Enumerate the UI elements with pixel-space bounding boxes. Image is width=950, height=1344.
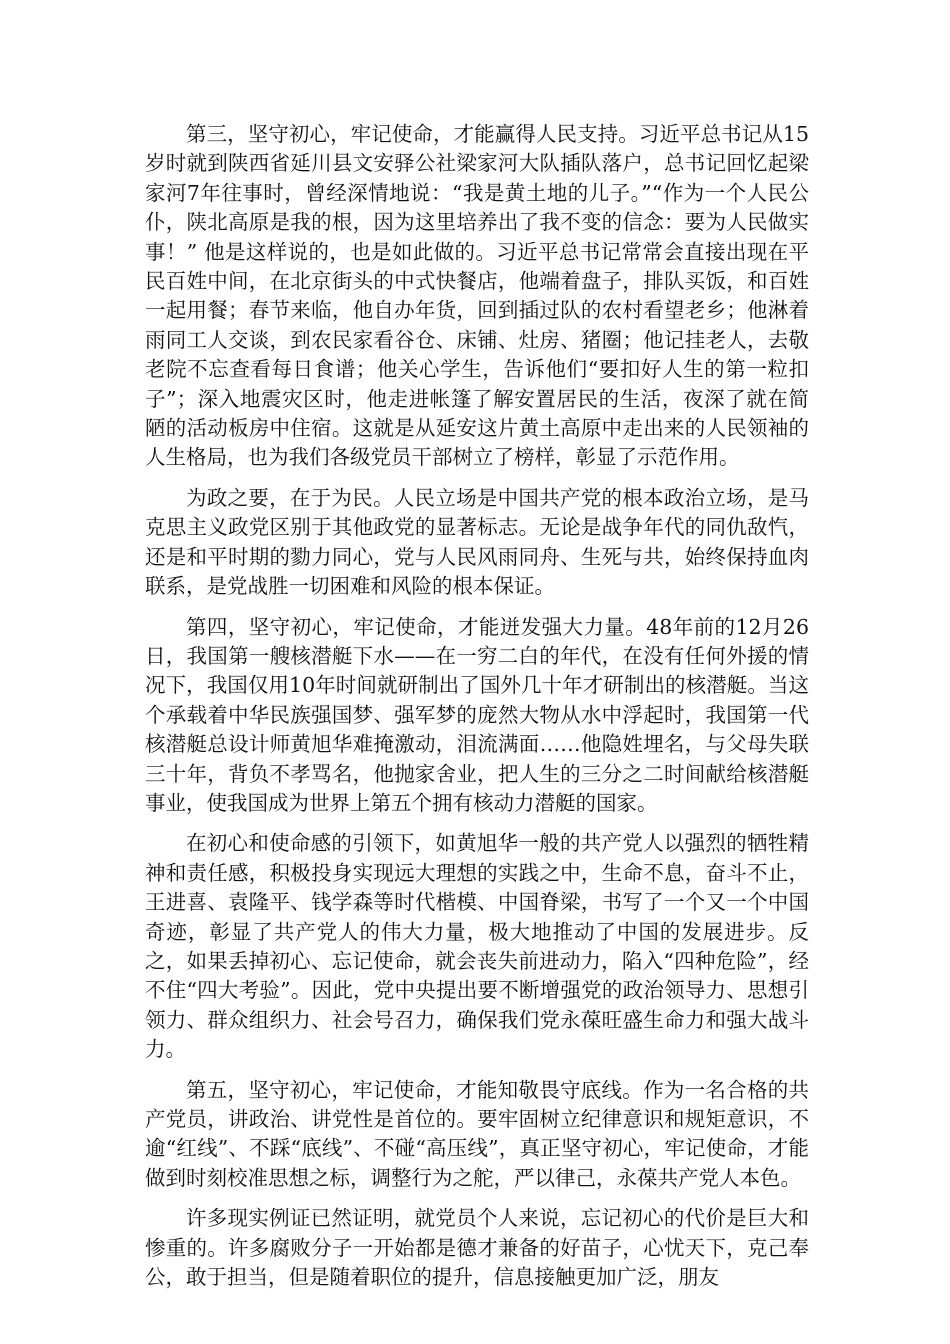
paragraph-fourth-point: 第四，坚守初心，牢记使命，才能迸发强大力量。48年前的12月26日，我国第一艘核潜艇下水——在一穷二白的年代，在没有任何外援的情况下，我国仅用10年时间就研制出了国外几十年才研制出的核潜艇。当这个承载着中华民族强国梦、强军梦的庞然大物从水中浮起时，我国第一代核潜艇总设计师黄旭华难掩激动，泪流满面……他隐姓埋名，与父母失联三十年，背负不孝骂名，他抛家舍业，把人生的三分之二时间献给核潜艇事业，使我国成为世界上第五个拥有核动力潜艇的国家。 (145, 614, 809, 815)
paragraph-real-examples: 许多现实例证已然证明，就党员个人来说，忘记初心的代价是巨大和惨重的。许多腐败分子一开始都是德才兼备的好苗子，心忧天下，克己奉公，敢于担当，但是随着职位的提升，信息接触更加广泛，朋友 (145, 1206, 809, 1290)
paragraph-third-point: 第三，坚守初心，牢记使命，才能赢得人民支持。习近平总书记从15岁时就到陕西省延川县文安驿公社梁家河大队插队落户，总书记回忆起梁家河7年往事时，曾经深情地说：“我是黄土地的儿子。”“作为一个人民公仆，陕北高原是我的根，因为这里培养出了我不变的信念：要为人民做实事！” 他是这样说的，也是如此做的。习近平总书记常常会直接出现在平民百姓中间，在北京街头的中式快餐店，他端着盘子，排队买饭，和百姓一起用餐；春节来临，他自办年货，回到插过队的农村看望老乡；他淋着雨同工人交谈，到农民家看谷仓、床铺、灶房、猪圈；他记挂老人，去敬老院不忘查看每日食谱；他关心学生，告诉他们“要扣好人生的第一粒扣子”；深入地震灾区时，他走进帐篷了解安置居民的生活，夜深了就在简陋的活动板房中住宿。这就是从延安这片黄土高原中走出来的人民领袖的人生格局，也为我们各级党员干部树立了榜样，彰显了示范作用。 (145, 122, 809, 470)
paragraph-mission-guidance: 在初心和使命感的引领下，如黄旭华一般的共产党人以强烈的牺牲精神和责任感，积极投身实现远大理想的实践之中，生命不息，奋斗不止，王进喜、袁隆平、钱学森等时代楷模、中国脊梁，书写了一个又一个中国奇迹，彰显了共产党人的伟大力量，极大地推动了中国的发展进步。反之，如果丢掉初心、忘记使命，就会丧失前进动力，陷入“四种危险”，经不住“四大考验”。因此，党中央提出要不断增强党的政治领导力、思想引领力、群众组织力、社会号召力，确保我们党永葆旺盛生命力和强大战斗力。 (145, 831, 809, 1062)
paragraph-governance-for-people: 为政之要，在于为民。人民立场是中国共产党的根本政治立场，是马克思主义政党区别于其他政党的显著标志。无论是战争年代的同仇敌忾，还是和平时期的勠力同心，党与人民风雨同舟、生死与共，始终保持血肉联系，是党战胜一切困难和风险的根本保证。 (145, 485, 809, 599)
document-page (145, 120, 809, 1303)
paragraph-fifth-point: 第五，坚守初心，牢记使命，才能知敬畏守底线。作为一名合格的共产党员，讲政治、讲党性是首位的。要牢固树立纪律意识和规矩意识，不逾“红线”、不踩“底线”、不碰“高压线”，真正坚守初心，牢记使命，才能做到时刻校准思想之标，调整行为之舵，严以律己，永葆共产党人本色。 (145, 1077, 809, 1190)
